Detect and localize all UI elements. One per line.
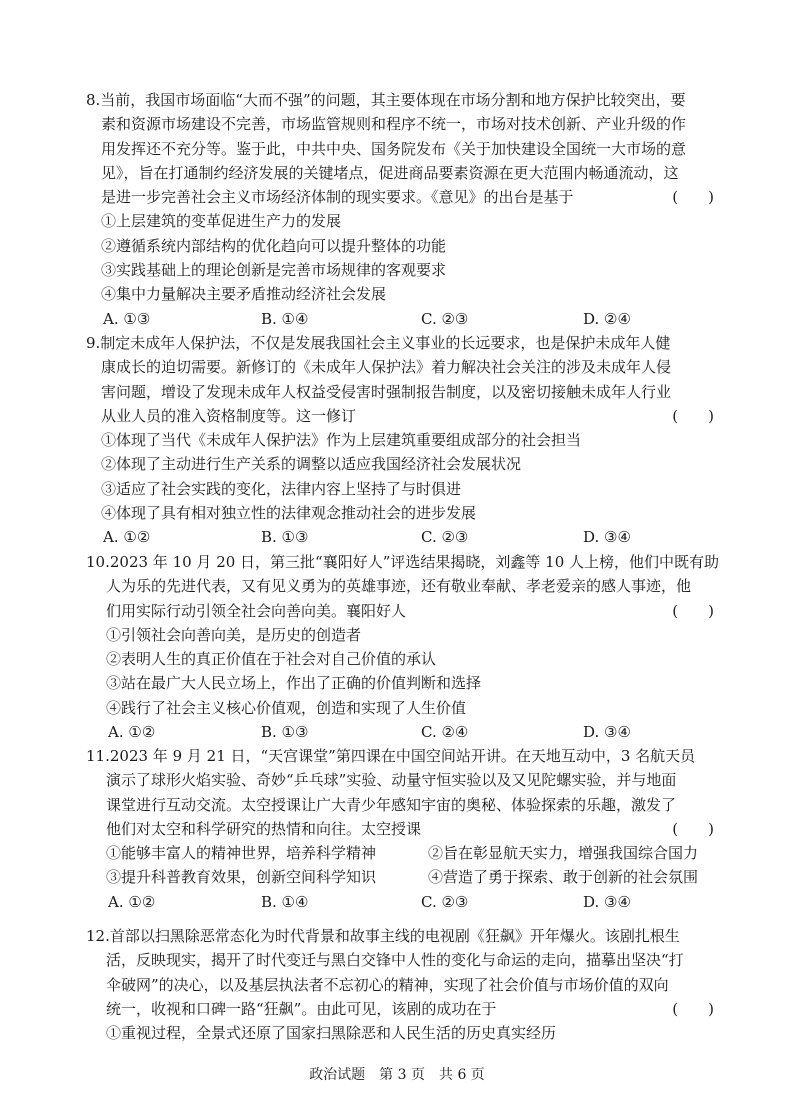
q11-option: ④营造了勇于探索、敢于创新的社会氛围 — [428, 868, 699, 887]
q8-option: ②遵循系统内部结构的优化趋向可以提升整体的功能 — [101, 236, 447, 255]
q8-stem-text: 是进一步完善社会主义市场经济体制的现实要求。《意见》的出台是基于 — [101, 188, 574, 207]
q10-answer-row — [86, 720, 726, 744]
question-12 — [86, 924, 726, 1045]
answer-choice-a: A. ①③ — [103, 309, 151, 328]
answer-choice-b: B. ①③ — [261, 723, 309, 742]
q11-stem-line: 演示了球形火焰实验、奇妙“乒乓球”实验、动量守恒实验以及又见陀螺实验，并与地面 — [106, 771, 677, 790]
q11-option-row — [86, 865, 726, 889]
q9-stem-line — [86, 404, 726, 428]
q11-stem-line — [86, 817, 726, 841]
q8-stem-line — [86, 185, 726, 209]
q8-answer-row — [86, 307, 726, 331]
question-11 — [86, 744, 726, 914]
q8-option: ④集中力量解决主要矛盾推动经济社会发展 — [101, 285, 387, 304]
q9-stem-text: 从业人员的准入资格制度等。这一修订 — [101, 406, 357, 425]
q11-stem-line: 课堂进行互动交流。太空授课让广大青少年感知宇宙的奥秘、体验探索的乐趣，激发了 — [106, 795, 677, 814]
q8-stem-line: 用发挥还不充分等。鉴于此，中共中央、国务院发布《关于加快建设全国统一大市场的意 — [101, 139, 687, 158]
q11-stem-text: 他们对太空和科学研究的热情和向往。太空授课 — [106, 819, 422, 838]
q8-stem-line: 见》，旨在打通制约经济发展的关键堵点，促进商品要素资源在更大范围内畅通流动，这 — [101, 163, 679, 182]
question-9 — [86, 331, 726, 550]
q8-option: ①上层建筑的变革促进生产力的发展 — [101, 212, 342, 231]
q12-stem-line: 12.首部以扫黑除恶常态化为时代背景和故事主线的电视剧《狂飙》开年爆火。该剧扎根生 — [86, 927, 680, 945]
answer-choice-a: A. ①② — [103, 528, 151, 547]
q9-stem-line: 康成长的迫切需要。新修订的《未成年人保护法》着力解决社会关注的涉及未成年人侵 — [101, 358, 672, 377]
q12-stem-line — [86, 997, 726, 1021]
answer-choice-d: D. ③④ — [583, 528, 631, 547]
q11-option: ①能够丰富人的精神世界，培养科学精神 — [106, 844, 377, 863]
q11-option: ③提升科普教育效果，创新空间科学知识 — [106, 868, 377, 887]
answer-choice-a: A. ①② — [108, 892, 156, 911]
answer-blank: ( ) — [672, 999, 714, 1018]
answer-choice-b: B. ①③ — [261, 528, 309, 547]
answer-choice-b: B. ①④ — [261, 309, 309, 328]
q12-stem-line: 活，反映现实，揭开了时代变迁与黑白交锋中人性的变化与命运的走向，描摹出坚决“打 — [106, 951, 684, 970]
q9-option: ④体现了具有相对独立性的法律观念推动社会的进步发展 — [101, 504, 477, 523]
question-10 — [86, 550, 726, 744]
answer-choice-c: C. ②④ — [421, 723, 469, 742]
q8-stem-line: 素和资源市场建设不完善，市场监管规则和程序不统一，市场对技术创新、产业升级的作 — [101, 115, 687, 134]
q11-stem-line: 11.2023 年 9 月 21 日，“天宫课堂”第四课在中国空间站开讲。在天地互动中，3 名航天员 — [86, 747, 696, 765]
answer-choice-d: D. ②④ — [583, 309, 631, 328]
q9-answer-row — [86, 525, 726, 549]
q9-stem-line: 9.制定未成年人保护法，不仅是发展我国社会主义事业的长远要求，也是保护未成年人健 — [86, 334, 671, 352]
q8-stem-line: 8.当前，我国市场面临“大而不强”的问题，其主要体现在市场分割和地方保护比较突出，要 — [86, 91, 686, 109]
q12-stem-text: 统一，收视和口碑一路“狂飙”。由此可见，该剧的成功在于 — [106, 999, 497, 1018]
answer-blank: ( ) — [672, 819, 714, 838]
q10-option: ②表明人生的真正价值在于社会对自己价值的承认 — [106, 650, 437, 669]
q9-option: ③适应了社会实践的变化，法律内容上坚持了与时俱进 — [101, 479, 462, 498]
answer-choice-c: C. ②③ — [421, 892, 469, 911]
q10-stem-text: 们用实际行动引领全社会向善向美。襄阳好人 — [106, 601, 407, 620]
q9-option: ②体现了主动进行生产关系的调整以适应我国经济社会发展状况 — [101, 455, 522, 474]
q9-option: ①体现了当代《未成年人保护法》作为上层建筑重要组成部分的社会担当 — [101, 431, 582, 450]
page-footer: 政治试题 第 3 页 共 6 页 — [309, 1067, 485, 1083]
q10-option: ①引领社会向善向美，是历史的创造者 — [106, 625, 362, 644]
q10-stem-line — [86, 599, 726, 623]
answer-blank: ( ) — [672, 601, 714, 620]
answer-choice-a: A. ①② — [108, 723, 156, 742]
answer-choice-d: D. ③④ — [583, 892, 631, 911]
q10-stem-line: 10.2023 年 10 月 20 日，第三批“襄阳好人”评选结果揭晓，刘鑫等 10 人上榜，他们中既有助 — [86, 553, 720, 571]
q11-option: ②旨在彰显航天实力，增强我国综合国力 — [428, 844, 699, 863]
q9-stem-line: 害问题，增设了发现未成年人权益受侵害时强制报告制度，以及密切接触未成年人行业 — [101, 382, 672, 401]
answer-blank: ( ) — [672, 406, 714, 425]
answer-choice-b: B. ①④ — [261, 892, 309, 911]
question-8 — [86, 88, 726, 331]
q11-option-row — [86, 841, 726, 865]
q10-option: ④践行了社会主义核心价值观，创造和实现了人生价值 — [106, 698, 467, 717]
q10-stem-line: 人为乐的先进代表，又有见义勇为的英雄事迹，还有敬业奉献、孝老爱亲的感人事迹，他 — [106, 577, 692, 596]
answer-blank: ( ) — [672, 188, 714, 207]
q12-stem-line: 伞破网”的决心，以及基层执法者不忘初心的精神，实现了社会价值与市场价值的双向 — [106, 975, 669, 994]
q12-option: ①重视过程，全景式还原了国家扫黑除恶和人民生活的历史真实经历 — [106, 1024, 557, 1043]
q11-answer-row — [86, 890, 726, 914]
q10-option: ③站在最广大人民立场上，作出了正确的价值判断和选择 — [106, 674, 482, 693]
q8-option: ③实践基础上的理论创新是完善市场规律的客观要求 — [101, 261, 447, 280]
answer-choice-c: C. ②③ — [421, 528, 469, 547]
answer-choice-c: C. ②③ — [421, 309, 469, 328]
answer-choice-d: D. ③④ — [583, 723, 631, 742]
